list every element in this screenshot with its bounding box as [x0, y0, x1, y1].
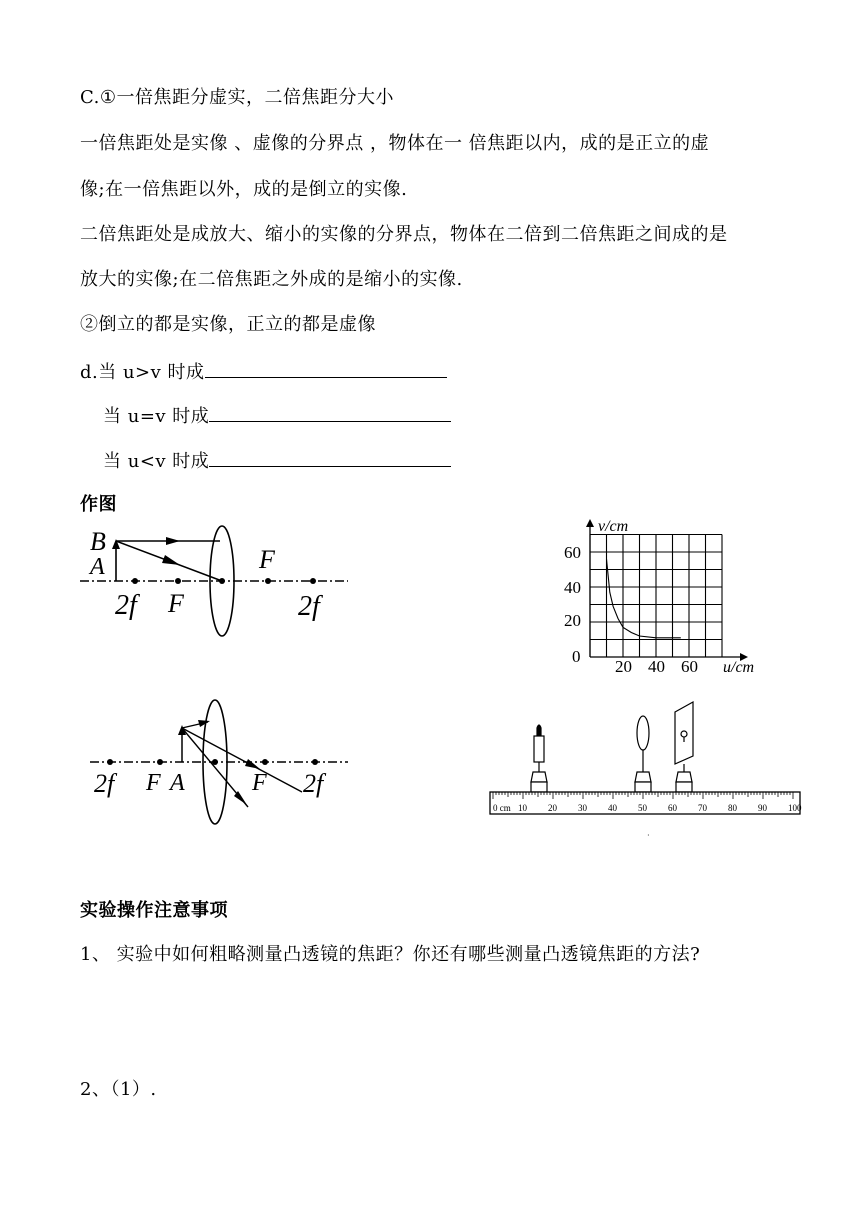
d2-blank [209, 403, 451, 422]
point2-f-right [262, 759, 268, 765]
ray-parallel-arrowhead [166, 537, 180, 545]
label-f-left: F [168, 589, 184, 618]
optical-bench [485, 698, 805, 843]
label-b: B [90, 527, 106, 556]
ray-2a [182, 728, 302, 792]
y-tick-40: 40 [564, 578, 581, 597]
label2-f-right: F [252, 770, 267, 796]
paragraph-2b: 放大的实像;在二倍焦距之外成的是缩小的实像. [80, 269, 463, 290]
screen [675, 702, 693, 792]
label2-f-left: F [146, 770, 161, 796]
label-a: A [90, 554, 105, 580]
ruler-label: 40 [608, 803, 617, 813]
y-axis-label: v/cm [598, 518, 629, 535]
x-axis-label: u/cm [723, 659, 755, 676]
x-tick-60: 60 [681, 657, 698, 676]
paragraph-2a: 二倍焦距处是成放大、缩小的实像的分界点，物体在二倍到二倍焦距之间成的是 [80, 224, 728, 245]
ruler-label: 50 [638, 803, 647, 813]
paragraph-3: ②倒立的都是实像，正立的都是虚像 [80, 314, 376, 335]
blank-line-d3 [103, 448, 451, 474]
point2-2f-left [107, 759, 113, 765]
point-2f-right [310, 578, 316, 584]
c-title: C.①一倍焦距分虚实，二倍焦距分大小 [80, 87, 394, 108]
label2-2f-left: 2f [94, 769, 115, 798]
label2-a: A [170, 770, 185, 796]
question-1: 1、 实验中如何粗略测量凸透镜的焦距？你还有哪些测量凸透镜焦距的方法? [80, 944, 701, 965]
ruler-label: 60 [668, 803, 677, 813]
blank-line-d1 [80, 359, 447, 385]
ruler-label: 80 [728, 803, 737, 813]
ruler-label: 0 cm [493, 803, 511, 813]
point-f-left [175, 578, 181, 584]
point-center [219, 578, 225, 584]
d3-blank [209, 448, 451, 467]
x-tick-40: 40 [648, 657, 665, 676]
v-u-graph [560, 515, 775, 680]
ruler-label: 70 [698, 803, 707, 813]
graph-grid [590, 535, 722, 658]
question-2: 2、（1）. [80, 1079, 157, 1100]
ruler-label: 100 [788, 803, 802, 813]
y-tick-0: 0 [572, 647, 581, 666]
ruler-label: 10 [518, 803, 527, 813]
ray-2a-arrowhead [245, 759, 260, 769]
label2-2f-right: 2f [303, 769, 324, 798]
point-f-right [265, 578, 271, 584]
x-tick-20: 20 [615, 657, 632, 676]
ray-diagram-1 [80, 522, 355, 637]
tiny-mark: · [647, 831, 650, 840]
blank-line-d2 [103, 403, 451, 429]
ray-2c-arrowhead [198, 720, 210, 727]
paragraph-1b: 像;在一倍焦距以外，成的是倒立的实像. [80, 179, 408, 200]
y-axis-arrowhead [586, 519, 594, 527]
d1-blank [205, 359, 447, 378]
drawing-heading: 作图 [80, 494, 117, 515]
point2-center [212, 759, 218, 765]
point-2f-left [132, 578, 138, 584]
lens-on-bench [635, 716, 651, 792]
d2-label: 当 u=v 时成 [103, 406, 210, 427]
point2-2f-right [312, 759, 318, 765]
paragraph-1a: 一倍焦距处是实像 、虚像的分界点 ，物体在一 倍焦距以内，成的是正立的虚 [80, 133, 710, 154]
ruler-label: 90 [758, 803, 767, 813]
d1-label: d.当 u>v 时成 [80, 362, 205, 383]
point2-f-left [157, 759, 163, 765]
notes-heading: 实验操作注意事项 [80, 900, 228, 921]
ray-diagram-2 [90, 697, 355, 827]
label-f-right: F [259, 545, 275, 574]
ruler-label: 30 [578, 803, 587, 813]
y-tick-60: 60 [564, 543, 581, 562]
label-2f-right: 2f [298, 591, 320, 622]
d3-label: 当 u<v 时成 [103, 451, 210, 472]
label-2f-left: 2f [115, 590, 137, 621]
ruler-label: 20 [548, 803, 557, 813]
v-u-curve [607, 559, 681, 638]
candle [531, 725, 547, 792]
ray-center-arrowhead [162, 555, 180, 565]
y-tick-20: 20 [564, 611, 581, 630]
